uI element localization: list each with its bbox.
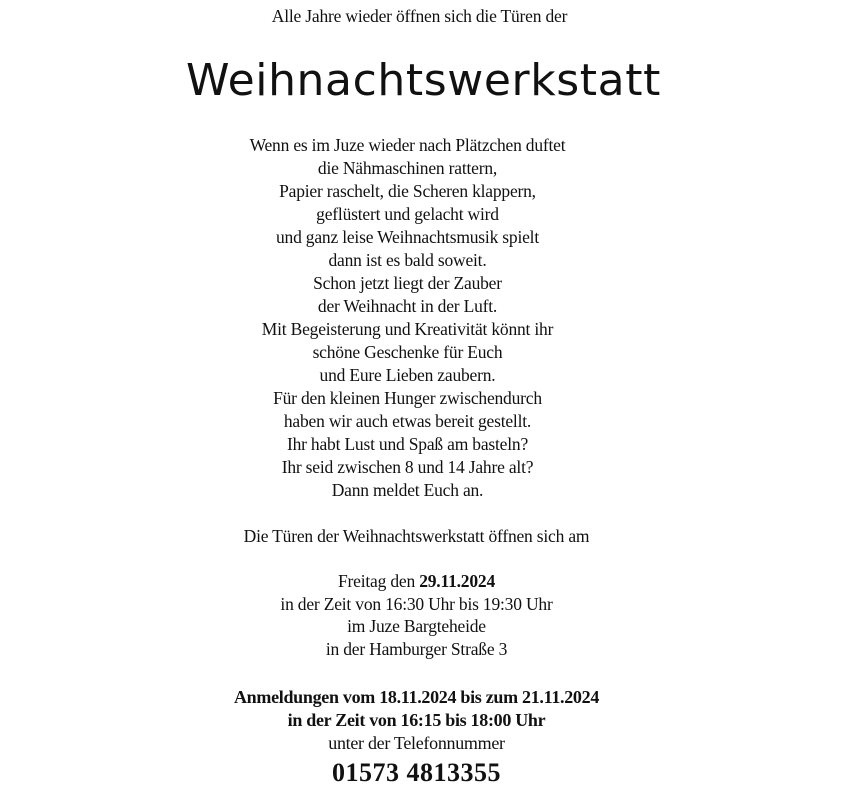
poem-line: der Weihnacht in der Luft. [317,296,498,316]
event-time: in der Zeit von 16:30 Uhr bis 19:30 Uhr [280,593,553,614]
page-title: Weihnachtswerkstatt [186,55,661,106]
poem-line: schöne Geschenke für Euch [312,342,503,362]
phone-label: unter der Telefonnummer [328,733,505,753]
poem-block [0,134,833,502]
poem-line: Dann meldet Euch an. [331,480,484,500]
poem-line: Papier raschelt, die Scheren klappern, [279,181,536,201]
event-details [0,570,842,660]
intro-text: Alle Jahre wieder öffnen sich die Türen der [271,6,568,26]
poem-line: Ihr seid zwischen 8 und 14 Jahre alt? [281,457,534,477]
poem-line: die Nähmaschinen rattern, [317,158,498,178]
registration-period: Anmeldungen vom 18.11.2024 bis zum 21.11.2024 [233,687,600,707]
phone-number: 01573 4813355 [332,758,501,787]
event-date: 29.11.2024 [419,571,495,591]
event-day-label: Freitag den [338,571,416,591]
registration-block [0,686,842,755]
poem-line: Für den kleinen Hunger zwischendurch [273,388,542,408]
event-address: in der Hamburger Straße 3 [325,638,508,659]
doors-open-text: Die Türen der Weihnachtswerkstatt öffnen sich am [243,526,590,546]
poem-line: haben wir auch etwas bereit gestellt. [283,411,532,431]
poem-line: Mit Begeisterung und Kreativität könnt ihr [261,319,554,339]
poem-line: Ihr habt Lust und Spaß am basteln? [286,434,529,454]
poem-line: Schon jetzt liegt der Zauber [313,273,502,293]
poem-line: dann ist es bald soweit. [328,250,487,270]
event-date-line [0,570,842,593]
poem-line: und Eure Lieben zaubern. [319,365,496,385]
event-place: im Juze Bargteheide [347,616,486,636]
poem-line: geflüstert und gelacht wird [316,204,499,224]
poem-line: Wenn es im Juze wieder nach Plätzchen duftet [249,135,566,155]
registration-hours: in der Zeit von 16:15 bis 18:00 Uhr [287,710,546,730]
poem-line: und ganz leise Weihnachtsmusik spielt [275,227,540,247]
